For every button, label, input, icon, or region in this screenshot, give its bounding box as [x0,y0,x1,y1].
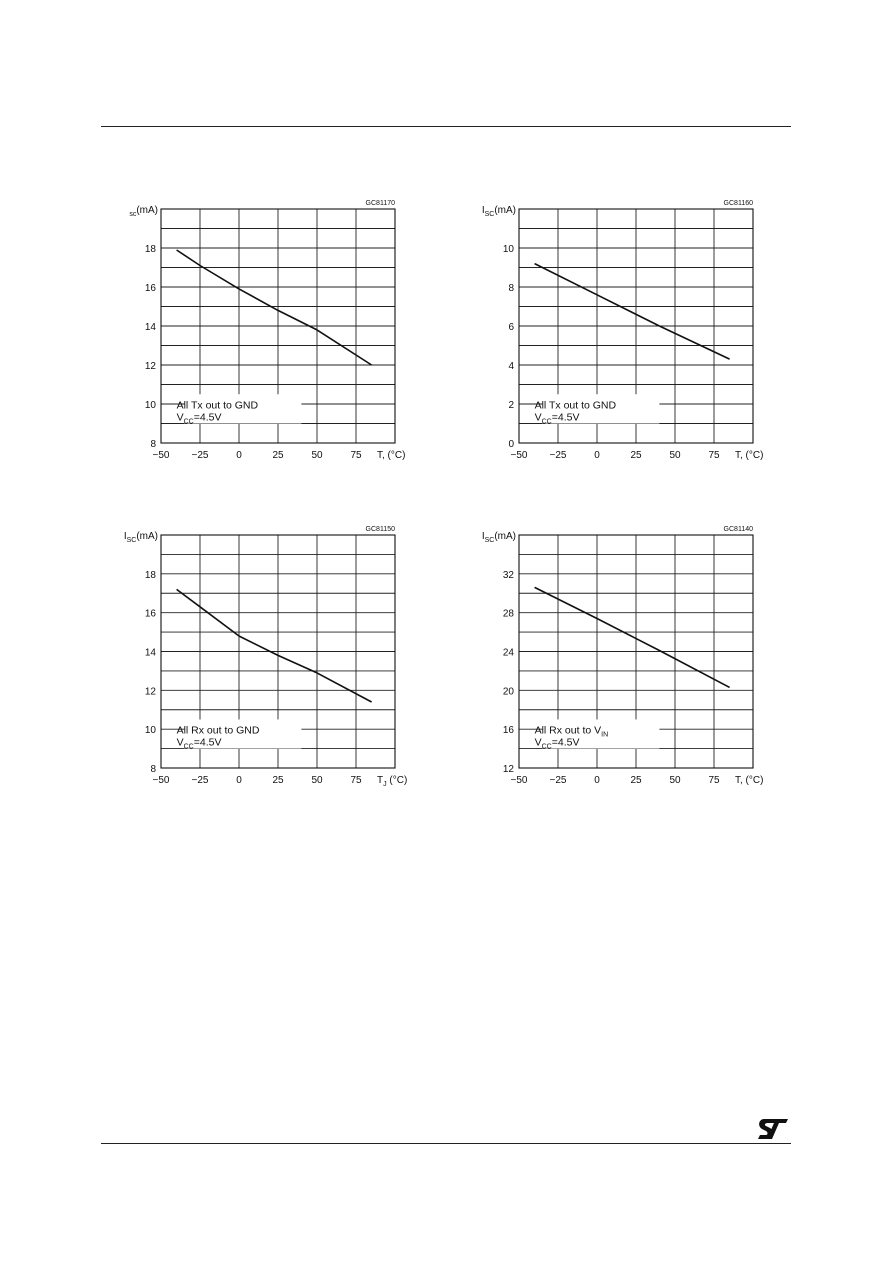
y-axis-label-rest: (mA) [494,531,516,542]
annotation-vcc-sub: CC [183,418,194,426]
annotation-sub: IN [601,731,609,739]
y-axis-label [482,205,516,218]
y-tick-label: 10 [144,725,156,737]
x-axis-label [735,775,763,786]
y-tick-label: 24 [502,647,514,659]
x-tick-label: −25 [549,450,567,461]
y-axis-label-sub: SC [484,211,495,218]
annotation-vcc: V [176,736,184,749]
chart-GC81140 [482,526,764,786]
y-axis-label-sub: SC [126,537,137,544]
x-tick-label: 0 [236,450,242,461]
x-tick-label: −25 [549,775,567,786]
annotation-vcc-value: =4.5V [551,411,580,424]
y-axis-label-main: I [481,205,485,216]
x-tick-label: −50 [152,450,170,461]
y-tick-label: 8 [150,439,156,450]
x-axis-label [735,450,763,461]
annotation-text: All Tx out to GND [534,399,617,412]
x-tick-label: 75 [350,775,362,786]
y-axis-label [482,531,516,544]
y-tick-label: 12 [144,361,156,372]
x-tick-label: 75 [350,450,362,461]
x-tick-label: 50 [311,775,323,786]
annotation-vcc-sub: CC [541,418,552,426]
y-tick-label: 10 [144,400,156,411]
y-axis-label-main: I [481,531,485,542]
x-tick-label: −25 [191,450,209,461]
y-axis-label-rest: (mA) [136,531,158,542]
series-line [535,264,730,360]
y-tick-label: 0 [508,439,514,450]
annotation-line-2 [535,736,580,750]
y-tick-label: 28 [502,608,514,620]
y-axis-label-rest: (mA) [136,205,158,216]
x-axis-label-main: T [735,450,740,461]
y-axis-label-main: I [123,531,127,542]
y-axis-label-rest: (mA) [494,205,516,216]
annotation-vcc-sub: CC [183,743,194,751]
x-axis-label-sub: J [383,781,387,788]
y-axis-label [124,531,158,544]
x-tick-label: −50 [152,775,170,786]
footer-rule [101,1143,791,1144]
annotation-vcc: V [534,736,542,749]
x-axis-label-rest: , (°C) [740,775,764,786]
y-tick-label: 16 [144,283,156,294]
x-tick-label: 25 [630,450,642,461]
y-tick-label: 14 [144,647,156,659]
x-tick-label: 50 [669,775,681,786]
x-tick-label: −50 [510,450,528,461]
y-tick-label: 2 [508,400,514,411]
chart-id-label: GC81140 [723,526,753,533]
y-tick-label: 4 [508,361,514,372]
x-axis-label-main: T [377,450,382,461]
x-axis-label-main: T [735,775,740,786]
annotation-vcc-value: =4.5V [193,411,222,424]
y-tick-label: 18 [144,569,156,581]
y-tick-label: 14 [144,322,156,333]
annotation-line-1 [177,399,259,411]
y-tick-label: 16 [502,725,514,737]
series-line [177,589,372,702]
y-tick-label: 16 [144,608,156,620]
annotation-vcc-value: =4.5V [193,736,222,749]
annotation-line-2 [177,736,222,750]
x-tick-label: 0 [594,775,600,786]
series-line [535,587,730,687]
annotation-line-2 [535,411,580,425]
annotation-vcc: V [534,411,542,424]
y-tick-label: 8 [508,283,514,294]
x-tick-label: 25 [630,775,642,786]
y-axis-label-sub: sc [129,211,137,218]
chart-id-label: GC81160 [723,200,753,207]
annotation-line-1 [177,724,260,736]
y-tick-label: 18 [144,244,156,255]
y-tick-label: 10 [502,244,514,255]
x-axis-label-rest: (°C) [386,775,408,786]
y-tick-label: 20 [502,686,514,698]
annotation-text: All Rx out to GND [176,724,260,737]
annotation-text: All Tx out to GND [176,399,259,412]
chart-GC81160 [482,200,764,461]
annotation-line-1 [535,399,617,411]
chart-GC81150 [124,526,407,788]
x-tick-label: 50 [311,450,323,461]
st-logo [756,1117,790,1141]
y-tick-label: 32 [502,569,514,581]
x-axis-label-rest: , (°C) [740,450,764,461]
x-tick-label: 75 [708,775,720,786]
y-tick-label: 12 [502,764,514,775]
x-tick-label: 50 [669,450,681,461]
x-tick-label: 0 [236,775,242,786]
x-tick-label: 0 [594,450,600,461]
x-axis-label-rest: , (°C) [382,450,406,461]
y-axis-label-sub: SC [484,537,495,544]
x-axis-label [377,775,407,788]
y-tick-label: 6 [508,322,514,333]
annotation-text: All Rx out to V [534,724,602,737]
annotation-line-2 [177,411,222,425]
x-tick-label: −50 [510,775,528,786]
x-tick-label: 25 [272,775,284,786]
annotation-vcc: V [176,411,184,424]
y-axis-label [129,205,158,218]
x-axis-label [377,450,405,461]
y-tick-label: 8 [150,764,156,775]
chart-id-label: GC81170 [365,200,395,207]
chart-id-label: GC81150 [365,526,395,533]
x-tick-label: 25 [272,450,284,461]
x-tick-label: −25 [191,775,209,786]
annotation-vcc-value: =4.5V [551,736,580,749]
annotation-vcc-sub: CC [541,743,552,751]
y-tick-label: 12 [144,686,156,698]
chart-GC81170 [129,200,405,461]
x-tick-label: 75 [708,450,720,461]
x-axis-label-main: T [377,775,384,786]
